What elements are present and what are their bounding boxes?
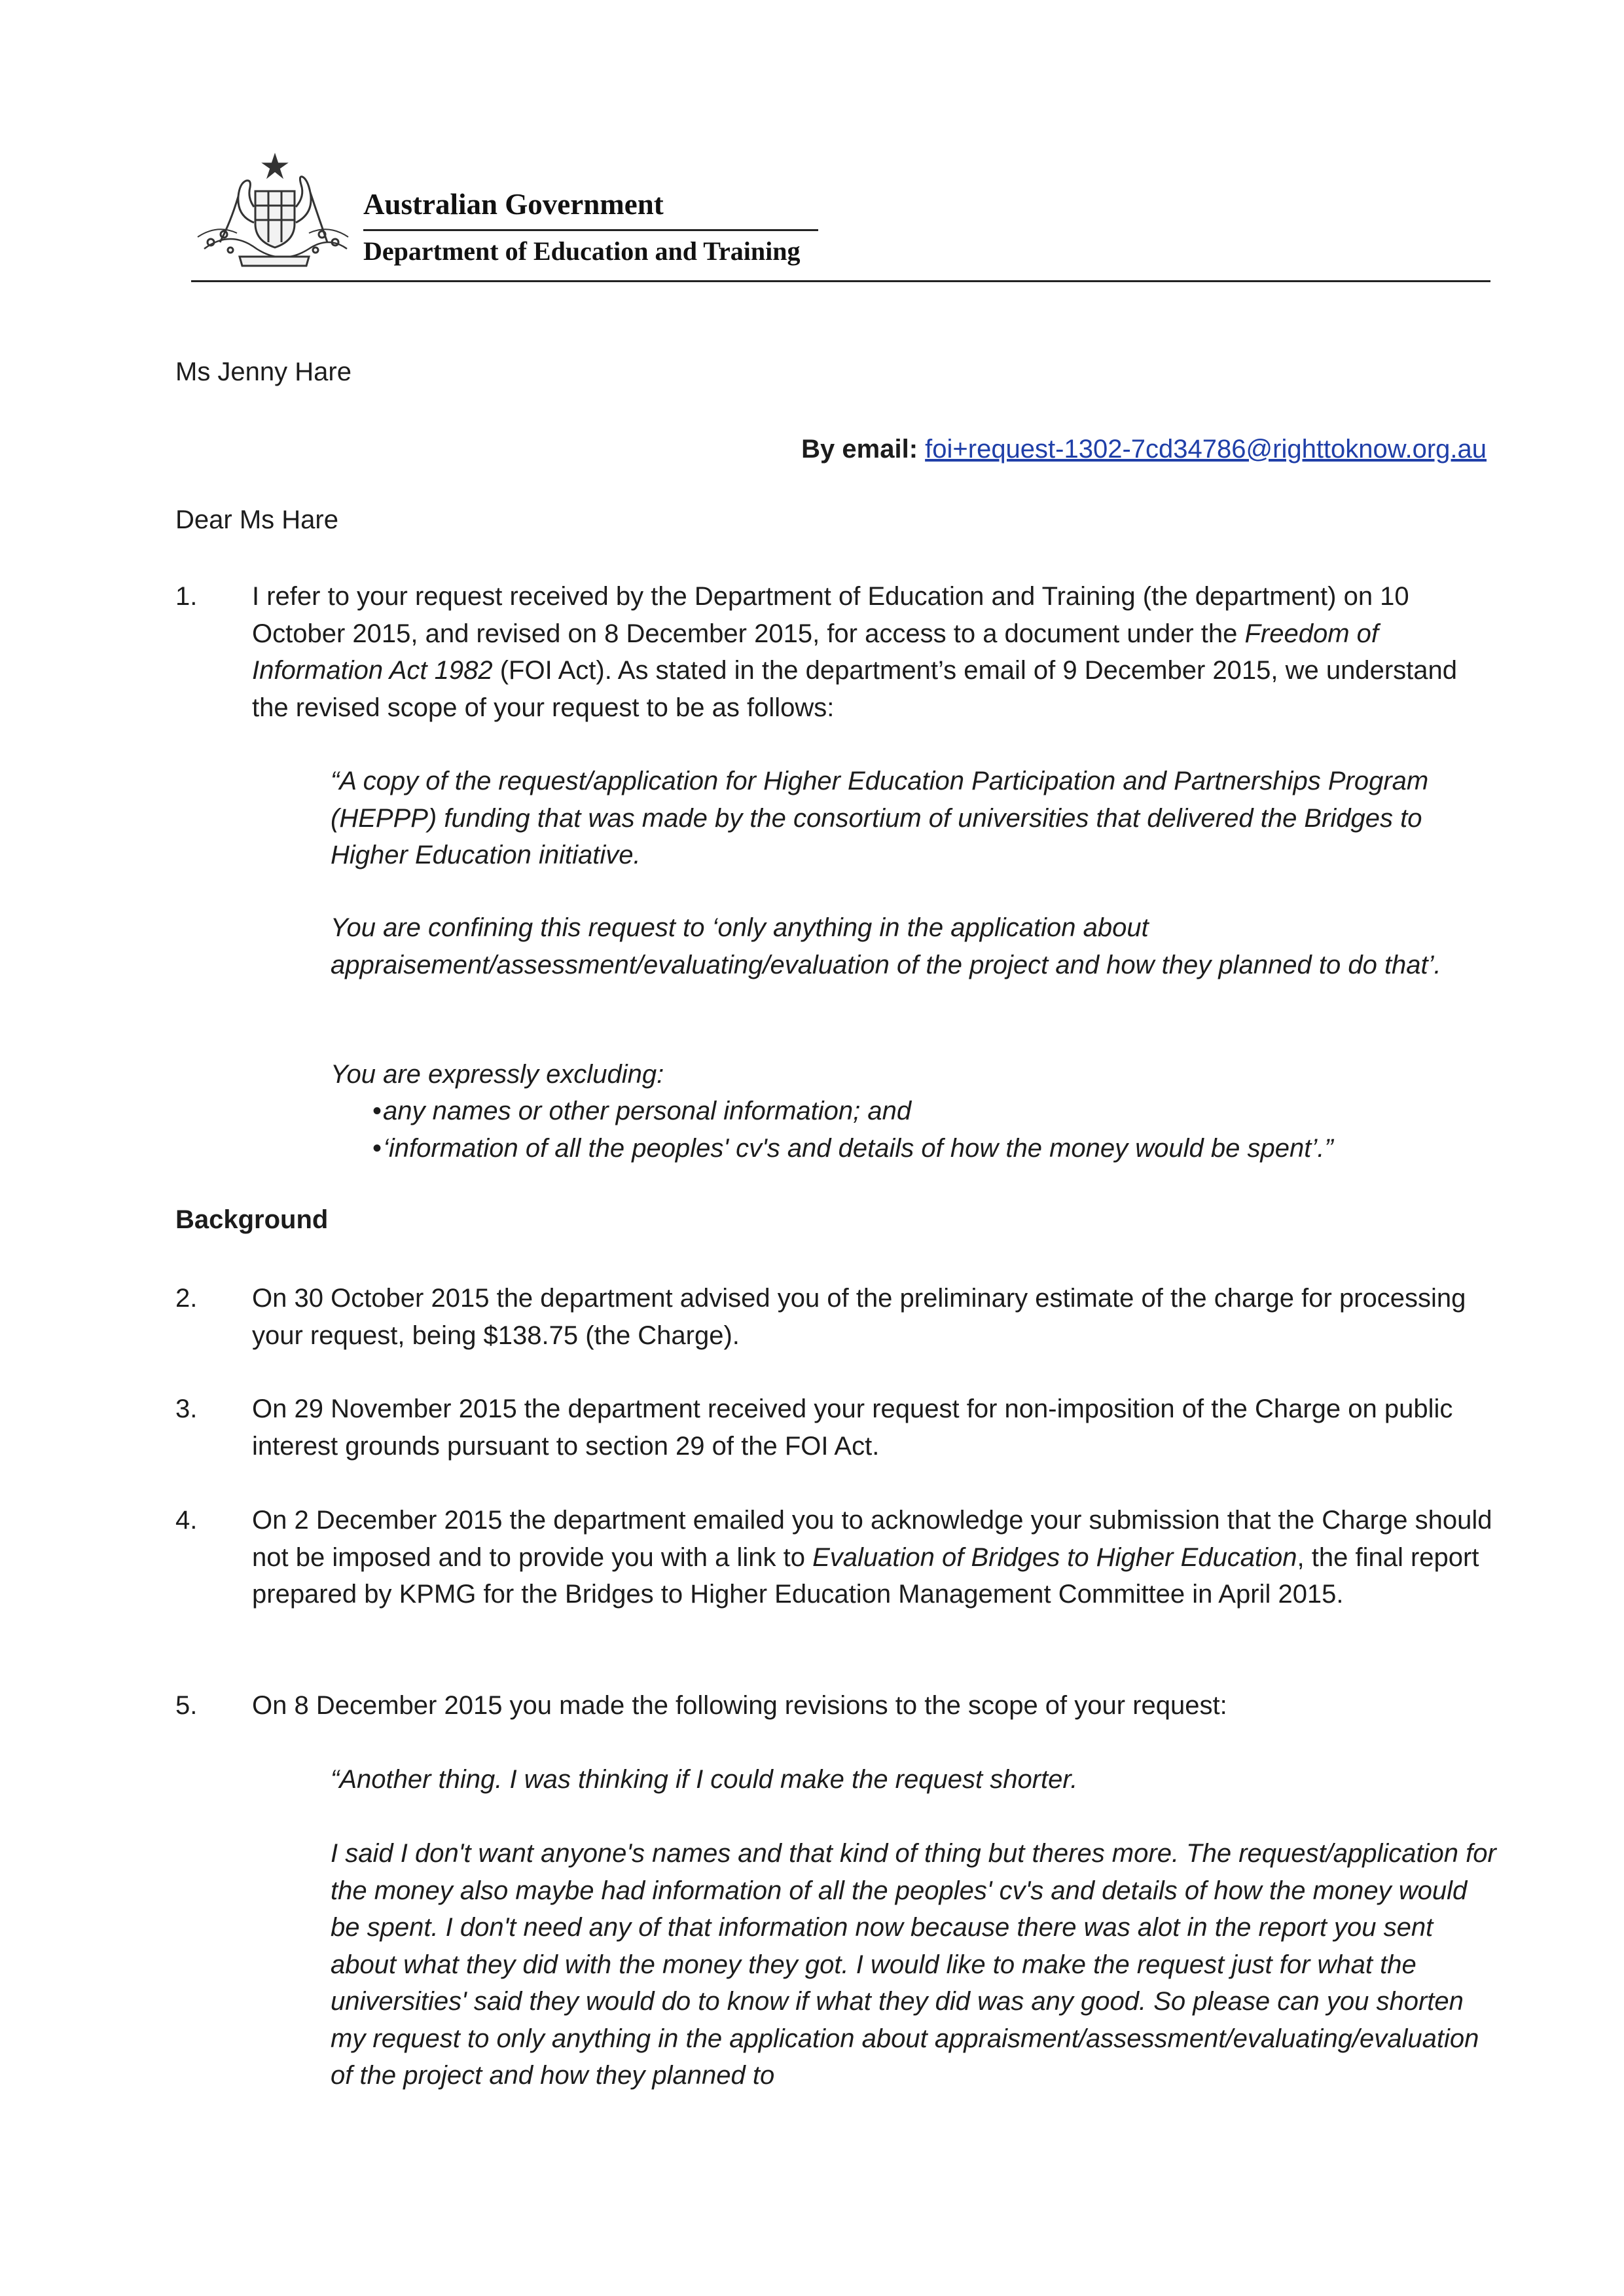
paragraph-3: On 29 November 2015 the department received your request for non-imposition of the Charge on public interest grounds pursuant to section 29 of the FOI Act.	[252, 1394, 1453, 1461]
by-email-label: By email:	[801, 435, 918, 464]
paragraph-number: 1.	[175, 582, 198, 611]
department-name: Department of Education and Training	[363, 236, 801, 266]
paragraph-1-text-a: I refer to your request received by the Department of Education and Training (the department) on 10 October 2015, and revised on 8 December 2015, for access to a document under the	[252, 582, 1409, 648]
by-email-line	[801, 431, 1487, 467]
recipient-email-link[interactable]: foi+request-1302-7cd34786@righttoknow.org.au	[925, 435, 1487, 464]
paragraph-1	[252, 578, 1496, 726]
paragraph-5: On 8 December 2015 you made the following revisions to the scope of your request:	[252, 1691, 1227, 1720]
quote-revision-intro: “Another thing. I was thinking if I could make the request shorter.	[331, 1765, 1078, 1794]
paragraph-number: 2.	[175, 1284, 198, 1313]
section-heading-background: Background	[175, 1205, 329, 1234]
exclusion-list	[331, 1093, 1333, 1167]
quote-excluding: You are expressly excluding:	[331, 1060, 664, 1089]
list-item: • ‘information of all the peoples' cv's and details of how the money would be spent’.”	[372, 1133, 1333, 1163]
list-item-text: any names or other personal information; and	[383, 1097, 912, 1125]
header-divider	[191, 280, 1490, 282]
quote-scope: “A copy of the request/application for Higher Education Participation and Partnerships Program (HEPPP) funding that was made by the consortium of universities that delivered the Bridges to Higher Education initiative.	[331, 767, 1429, 869]
paragraph-4	[252, 1502, 1496, 1613]
list-item: • any names or other personal information; and	[372, 1097, 912, 1125]
quote-revision-body: I said I don't want anyone's names and that kind of thing but theres more. The request/application for the money also maybe had information of all the peoples' cv's and details of how the money would be spent. I don't need any of that information now because there was alot in the report you sent about what they did with the money they got. I would like to make the request just for what the universities' said they would do to know if what they did was any good. So please can you shorten my request to only anything in the application about appraisment/assessment/evaluating/evaluation of the project and how they planned to	[331, 1839, 1496, 2090]
salutation: Dear Ms Hare	[175, 505, 338, 534]
paragraph-1-text-b: (FOI Act). As stated in the department’s email of 9 December 2015, we understand the revised scope of your request to be as follows:	[252, 656, 1457, 722]
government-name: Australian Government	[363, 188, 664, 221]
paragraph-number: 3.	[175, 1394, 198, 1423]
paragraph-4-text-a: On 2 December 2015 the department emailed you to acknowledge your submission that the Charge should not be imposed and to provide you with a link to	[252, 1506, 1492, 1572]
coat-of-arms-icon	[191, 151, 355, 275]
quote-confining: You are confining this request to ‘only anything in the application about appraisement/assessment/evaluating/evaluation of the project and how they planned to do that’.	[331, 913, 1441, 979]
paragraph-number: 4.	[175, 1506, 198, 1535]
paragraph-2: On 30 October 2015 the department advised you of the preliminary estimate of the charge for processing your request, being $138.75 (the Charge).	[252, 1284, 1466, 1350]
header-divider-short	[363, 229, 818, 231]
paragraph-4-text-b: , the final report prepared by KPMG for the Bridges to Higher Education Management Committee in April 2015.	[252, 1542, 1479, 1609]
report-title: Evaluation of Bridges to Higher Education	[812, 1542, 1297, 1572]
recipient-name: Ms Jenny Hare	[175, 357, 352, 386]
act-title: Freedom of Information Act 1982	[252, 619, 1379, 685]
paragraph-number: 5.	[175, 1691, 198, 1720]
list-item-text: ‘information of all the peoples' cv's and details of how the money would be spent’.”	[383, 1133, 1333, 1163]
